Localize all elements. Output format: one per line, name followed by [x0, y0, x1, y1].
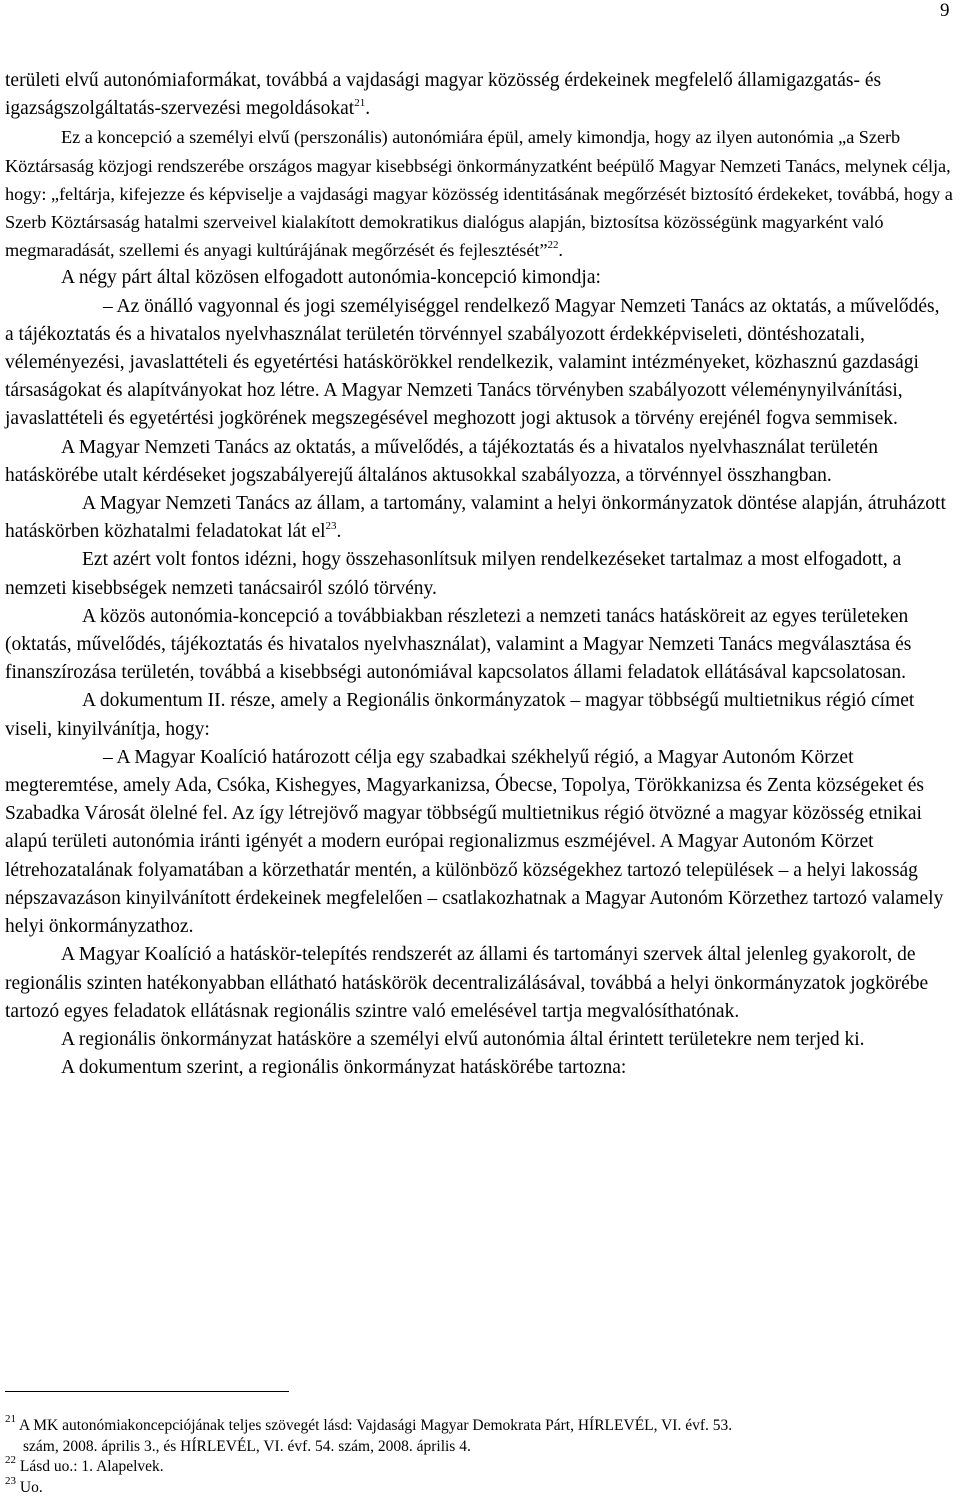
paragraph-text: A dokumentum szerint, a regionális önkormányzat hatáskörébe tartozna:	[61, 1057, 627, 1079]
paragraph-p7	[5, 546, 953, 602]
footnote-number: 21	[5, 1413, 16, 1425]
footnote-text: Lásd uo.: 1. Alapelvek.	[16, 1458, 164, 1475]
paragraph-text: – Az önálló vagyonnal és jogi személyiséggel rendelkező Magyar Nemzeti Tanács az oktatás, a művelődés, a tájékoztatás és a hivatalos nyelvhasználat területén törvénnyel szabályozott érdekképviseleti, döntéshozatali, véleményezési, javaslattételi és egyetértési hatáskörökkel rendelkezik, valamint intézményeket, közhasznú gazdasági társaságokat és alapítványokat hoz létre. A Magyar Nemzeti Tanács törvényben szabályozott véleménynyilvánítási, javaslattételi és egyetértési jogkörének megszegésével meghozott jogi aktusok a törvény erejénél fogva semmisek.	[5, 295, 940, 430]
paragraph-p11	[5, 941, 953, 1026]
paragraph-text: A Magyar Koalíció a hatáskör-telepítés rendszerét az állami és tartományi szervek által jelenleg gyakorolt, de regionális szinten hatékonyabban ellátható hatáskörök decentralizálásával, továbbá a helyi önkormányzatok jogkörébe tartozó egyes feladatok ellátásnak regionális szintre való emelésével tartja megvalósíthatónak.	[5, 944, 929, 1022]
footnote-fn21	[5, 1413, 953, 1457]
paragraph-p8	[5, 603, 953, 688]
paragraph-p6	[5, 490, 953, 546]
paragraph-text: A négy párt által közösen elfogadott autonómia-koncepció kimondja:	[61, 267, 601, 289]
paragraph-p9	[5, 687, 953, 743]
paragraph-text: .	[558, 240, 563, 261]
paragraph-text: területi elvű autonómiaformákat, továbbá a vajdasági magyar közösség érdekeinek megfelelő államigazgatás- és igazságszolgáltatás-szervezési megoldásokat	[5, 70, 882, 120]
paragraph-p3	[5, 264, 953, 292]
paragraph-p4	[5, 293, 953, 434]
paragraph-text: – A Magyar Koalíció határozott célja egy szabadkai székhelyű régió, a Magyar Autonóm Körzet megteremtése, amely Ada, Csóka, Kishegyes, Magyarkanizsa, Óbecse, Topolya, Törökkanizsa és Zenta községeket és Szabadka Városát ölelné fel. Az így létrejövő magyar többségű multietnikus régió ötvözné a magyar közösség etnikai alapú területi autonómia iránti igényét a modern európai regionalizmus eszméjével. A Magyar Autonóm Körzet létrehozatalának folyamatában a körzethatár mentén, a különböző községekhez tartozó települések – a helyi lakosság népszavazáson kinyilvánított érdekeinek megfelelően – csatlakozhatnak a Magyar Autonóm Körzethez tartozó valamely helyi önkormányzathoz.	[5, 746, 944, 938]
paragraph-p12	[5, 1026, 953, 1054]
paragraph-p10	[5, 744, 953, 941]
page-number: 9	[940, 0, 950, 21]
footnote-fn23	[5, 1474, 953, 1499]
paragraph-text: A Magyar Nemzeti Tanács az oktatás, a művelődés, a tájékoztatás és a hivatalos nyelvhasználat területén hatáskörébe utalt kérdéseket jogszabályerejű általános aktusokkal szabályozza, a törvénnyel összhangban.	[5, 436, 878, 486]
footnote-number: 23	[5, 1474, 16, 1487]
paragraph-text: A közös autonómia-koncepció a továbbiakban részletezi a nemzeti tanács hatásköreit az egyes területeken (oktatás, művelődés, tájékoztatás és hivatalos nyelvhasználat), valamint a Magyar Nemzeti Tanács megválasztása és finanszírozása területén, továbbá a kisebbségi autonómiával kapcsolatos állami feladatok ellátásával kapcsolatosan.	[5, 605, 912, 684]
footnote-text: Uo.	[16, 1478, 43, 1496]
paragraph-text: A dokumentum II. része, amely a Regionális önkormányzatok – magyar többségű multietnikus régió címet viseli, kinyilvánítja, hogy:	[5, 690, 915, 740]
footnote-reference[interactable]: 21	[354, 97, 366, 110]
paragraph-text: Ezt azért volt fontos idézni, hogy összehasonlítsuk milyen rendelkezéseket tartalmaz a most elfogadott, a nemzeti kisebbségek nemzeti tanácsairól szóló törvény.	[5, 549, 902, 599]
paragraph-p1	[5, 67, 953, 123]
paragraph-text: .	[336, 521, 342, 543]
footnote-number: 22	[5, 1454, 16, 1466]
paragraph-text: A regionális önkormányzat hatásköre a személyi elvű autonómia által érintett területekre nem terjed ki.	[61, 1028, 865, 1050]
paragraph-p2	[5, 123, 953, 264]
paragraph-text: A Magyar Nemzeti Tanács az állam, a tartomány, valamint a helyi önkormányzatok döntése alapján, átruházott hatáskörben közhatalmi feladatokat lát el	[5, 493, 946, 543]
footnote-text: A MK autonómiakoncepciójának teljes szövegét lásd: Vajdasági Magyar Demokrata Párt, HÍRLEVÉL, VI. évf. 53.	[16, 1417, 733, 1434]
paragraph-p13	[5, 1054, 953, 1082]
footnote-text: szám, 2008. április 3., és HÍRLEVÉL, VI. évf. 54. szám, 2008. április 4.	[23, 1437, 471, 1455]
footnote-reference[interactable]: 23	[325, 520, 337, 533]
footnote-separator	[5, 1391, 289, 1392]
footnotes	[5, 1413, 953, 1498]
document-body	[5, 67, 953, 1082]
paragraph-p5	[5, 434, 953, 490]
footnote-fn22	[5, 1454, 953, 1478]
paragraph-text: .	[365, 98, 371, 120]
paragraph-text: Ez a koncepció a személyi elvű (perszonális) autonómiára épül, amely kimondja, hogy az ilyen autonómia „a Szerb Köztársaság közjogi rendszerébe országos magyar kisebbségi önkormányzatként beépülő Magyar Nemzeti Tanács, melynek célja, hogy: „feltárja, kifejezze és képviselje a vajdasági magyar közösség identitásának megőrzését biztosító érdekeket, továbbá, hogy a Szerb Köztársaság hatalmi szerveivel kialakított demokratikus dialógus alapján, biztosítsa közösségünk magyarként való megmaradását, szellemi és anyagi kultúrájának megőrzését és fejlesztését”	[5, 127, 953, 261]
footnote-reference[interactable]: 22	[547, 239, 559, 252]
